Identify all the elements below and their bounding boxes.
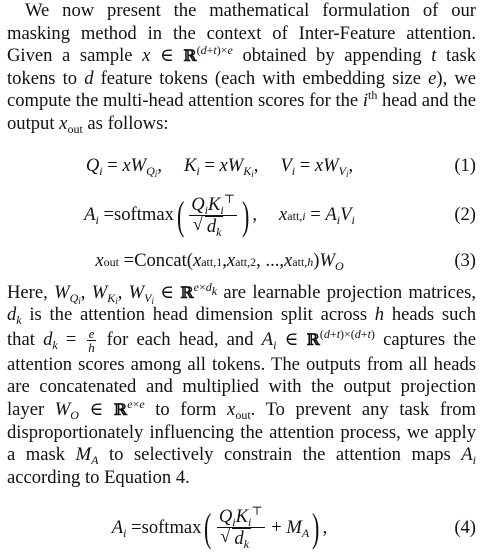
intro-paragraph: We now present the mathematical formulation of our masking method in the context of Inter-Feature attention. Given a sample x ∈ ℝ$^{(d+t)\times e}$ obtained by appending t task tokens to d feature tokens (each with embedding size e), we compute the multi-head attention scores for the $i^{th}$ head and the output $x_{out}$ as follows: (7, 0, 477, 136)
equation-2: $A_i$ = softmax ( $Q_iK_i^⊤$ √ $d_k$ ) , x att,i = $A_iV_i$ (2) (7, 190, 476, 242)
equation-number: (1) (454, 155, 476, 177)
equation-number: (4) (454, 517, 476, 539)
equation-4: $A_i$ = softmax ( $Q_iK_i^⊤$ √ $d_k$ + $M_A$ ) , (4) (7, 499, 476, 557)
explanation-paragraph: Here, $W_{Q_i}$, $W_{K_i}$, $W_{V_i}$ ∈ ℝ$^{e\times d_k}$ are learnable projection matrices, $d_k$ is the attention head dimension split across h heads such that $d_k$ = $\frac{e}{h}$ for each head, and $A_i$ ∈ ℝ$^{(d+t)\times(d+t)}$ captures the attention scores among all tokens. The outputs from all heads are concatenated and multiplied with the output projection layer $W_O$ ∈ ℝ$^{e\times e}$ to form $x_{out}$. To prevent any task from disproportionately influencing the attention process, we apply a mask $M_A$ to selectively constrain the attention maps $A_i$ according to Equation 4. (7, 279, 477, 488)
equation-number: (3) (454, 250, 476, 272)
equation-1: $Q_i$ = $xW_{Q_i}$ , $K_i$ = $xW_{K_i}$ , $V_i$ = $xW_{V_i}$ , (1) (85, 155, 476, 180)
equation-number: (2) (454, 204, 476, 226)
equation-3: x out = Concat ( x att,1 , x att,2 , ..., x att,h ) $W_O$ (3) (95, 250, 476, 274)
